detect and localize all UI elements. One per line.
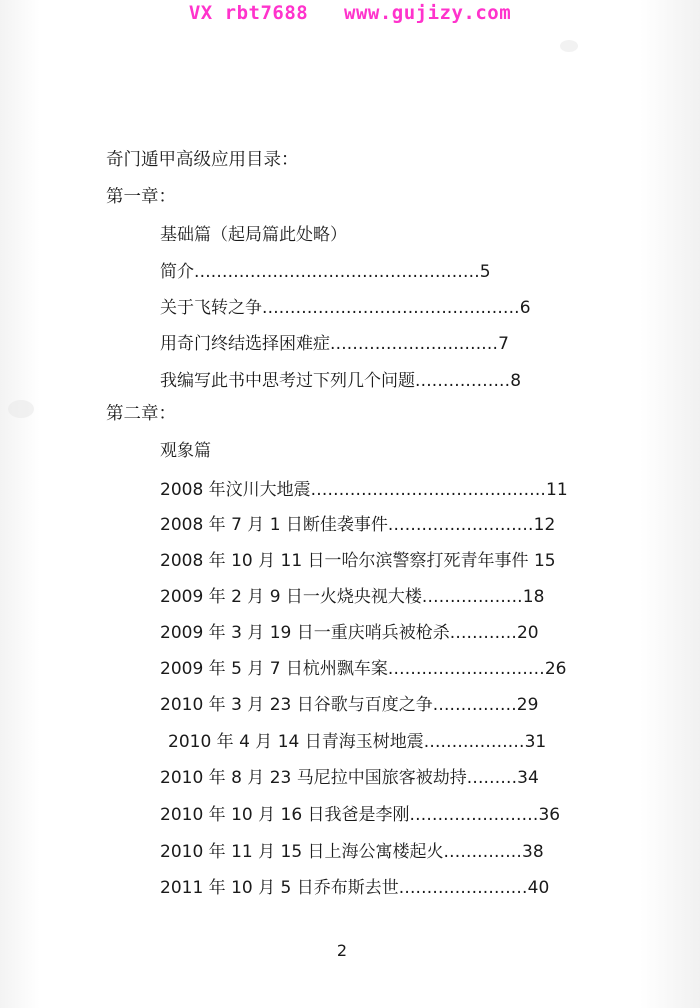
entry-page: 29 xyxy=(516,695,539,715)
entry-title: 我编写此书中思考过下列几个问题 xyxy=(160,371,415,391)
entry-title: 2008 年 7 月 1 日断佳袭事件 xyxy=(160,515,388,535)
toc-entry xyxy=(160,370,521,392)
watermark-text: VX rbt7688 www.gujizy.com xyxy=(188,2,512,24)
leader-dots: ............ xyxy=(449,623,517,643)
toc-entry xyxy=(160,333,509,355)
leader-dots: ............... xyxy=(432,695,517,715)
entry-title: 2009 年 5 月 7 日杭州飘车案 xyxy=(160,659,388,679)
toc-entry xyxy=(168,731,546,753)
entry-page: 6 xyxy=(519,298,531,318)
entry-page: 36 xyxy=(538,805,561,825)
leader-dots: .......................... xyxy=(387,515,534,535)
entry-title: 2010 年 10 月 16 日我爸是李刚 xyxy=(160,805,410,825)
entry-title: 简介 xyxy=(160,262,194,282)
toc-entry xyxy=(160,514,555,536)
entry-page: 5 xyxy=(479,262,491,282)
entry-page: 40 xyxy=(527,878,550,898)
entry-page: 12 xyxy=(533,515,556,535)
toc-entry xyxy=(160,586,544,608)
chapter-heading: 第二章： xyxy=(106,404,176,424)
entry-page: 8 xyxy=(510,371,522,391)
toc-entry xyxy=(160,694,538,716)
leader-dots: .......................................... xyxy=(310,480,547,500)
leader-dots: .............................. xyxy=(330,334,499,354)
section-title: 观象篇 xyxy=(160,441,211,461)
entry-title: 2010 年 11 月 15 日上海公寓楼起火 xyxy=(160,842,444,862)
toc-entry xyxy=(160,297,531,319)
toc-entry xyxy=(160,622,539,644)
section-title: 基础篇（起局篇此处略） xyxy=(160,225,347,245)
toc-entry xyxy=(160,550,556,572)
toc-entry xyxy=(160,261,491,283)
entry-page: 20 xyxy=(516,623,539,643)
leader-dots: ......... xyxy=(466,768,518,788)
entry-title: 2010 年 8 月 23 马尼拉中国旅客被劫持 xyxy=(160,768,467,788)
scan-smudge xyxy=(8,400,34,418)
leader-dots: .............. xyxy=(443,842,523,862)
entry-title: 2011 年 10 月 5 日乔布斯去世 xyxy=(160,878,399,898)
entry-title: 2010 年 3 月 23 日谷歌与百度之争 xyxy=(160,695,433,715)
entry-page: 26 xyxy=(544,659,567,679)
page-number: 2 xyxy=(336,941,348,960)
entry-page: 34 xyxy=(517,768,539,788)
entry-title: 关于飞转之争 xyxy=(160,298,262,318)
toc-entry xyxy=(160,658,566,680)
leader-dots: .............................................. xyxy=(262,298,520,318)
leader-dots: ................................................... xyxy=(194,262,480,282)
scan-smudge xyxy=(560,40,578,52)
leader-dots: .................. xyxy=(421,587,523,607)
entry-title: 2009 年 3 月 19 日一重庆哨兵被枪杀 xyxy=(160,623,450,643)
toc-entry xyxy=(160,804,560,826)
entry-page: 38 xyxy=(522,842,544,862)
toc-entry xyxy=(160,479,568,501)
toc-entry xyxy=(160,877,549,899)
entry-title: 用奇门终结选择困难症 xyxy=(160,334,330,354)
chapter-heading: 第一章： xyxy=(106,187,176,207)
entry-title: 2008 年汶川大地震 xyxy=(160,480,311,500)
entry-page: 18 xyxy=(522,587,545,607)
entry-page: 7 xyxy=(498,334,509,354)
entry-page: 11 xyxy=(546,480,568,500)
leader-dots: ....................... xyxy=(398,878,528,898)
leader-dots: ....................... xyxy=(409,805,539,825)
entry-title: 2009 年 2 月 9 日一火烧央视大楼 xyxy=(160,587,422,607)
entry-title: 2010 年 4 月 14 日青海玉树地震 xyxy=(168,732,424,752)
leader-dots: .................. xyxy=(423,732,525,752)
toc-entry xyxy=(160,767,539,789)
toc-title: 奇门遁甲高级应用目录： xyxy=(106,150,299,170)
leader-dots: ................. xyxy=(415,371,511,391)
leader-dots: ............................ xyxy=(387,659,545,679)
entry-page: 15 xyxy=(533,551,556,571)
toc-entry xyxy=(160,841,544,863)
entry-title: 2008 年 10 月 11 日一哈尔滨警察打死青年事件 xyxy=(160,551,529,571)
entry-page: 31 xyxy=(524,732,547,752)
